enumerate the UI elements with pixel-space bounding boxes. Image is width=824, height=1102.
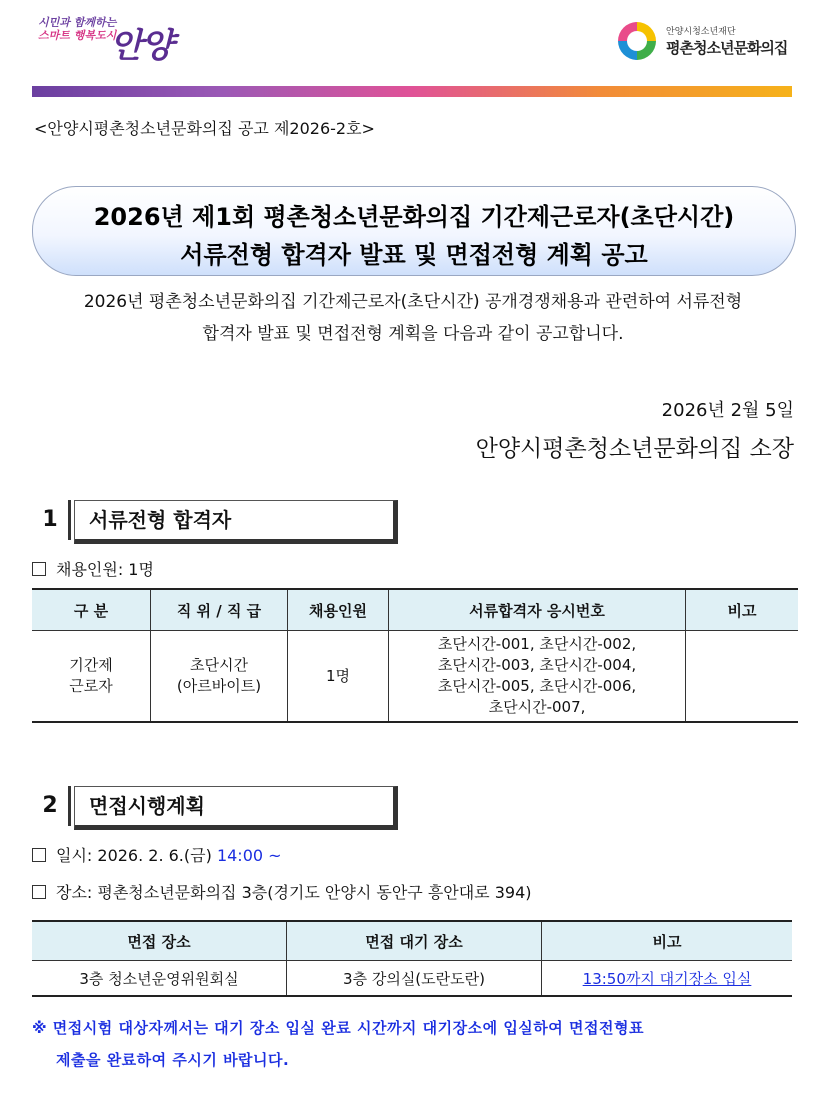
- org-parent-name: 안양시청소년재단: [666, 27, 736, 37]
- section-title: 면접시행계획: [74, 786, 398, 830]
- position-cell: 초단시간 (아르바이트): [151, 631, 288, 723]
- org-name: 평촌청소년문화의집: [666, 39, 788, 57]
- city-logo-text: 안양: [110, 26, 172, 66]
- interview-room-cell: 3층 청소년운영위원회실: [32, 961, 287, 997]
- applicant-numbers-cell: 초단시간-001, 초단시간-002, 초단시간-003, 초단시간-004, 초단시간-005, 초단시간-006, 초단시간-007,: [389, 631, 686, 723]
- category-cell: 기간제 근로자: [32, 631, 151, 723]
- table-header-row: 면접 장소 면접 대기 장소 비고: [32, 921, 792, 961]
- interview-place-item: 장소: 평촌청소년문화의집 3층(경기도 안양시 동안구 흥안대로 394): [32, 880, 532, 903]
- header-divider: [32, 86, 792, 97]
- director-signature: 안양시평촌청소년문화의집 소장: [475, 436, 794, 462]
- section-number: 2: [32, 786, 71, 826]
- intro-text: 2026년 평촌청소년문화의집 기간제근로자(초단시간) 공개경쟁채용과 관련하여 서류전형 합격자 발표 및 면접전형 계획을 다음과 같이 공고합니다.: [83, 292, 743, 344]
- table-row: [32, 961, 792, 997]
- count-cell: 1명: [288, 631, 389, 723]
- checkbox-bullet-icon: [32, 885, 46, 899]
- section-title: 서류전형 합격자: [74, 500, 398, 544]
- table-header-row: 구 분 직 위 / 직 급 채용인원 서류합격자 응시번호 비고: [32, 589, 798, 631]
- interview-table: [32, 920, 792, 997]
- table-row: [32, 631, 798, 723]
- notice-number: <안양시평촌청소년문화의집 공고 제2026-2호>: [34, 119, 375, 138]
- remark-cell: [686, 631, 799, 723]
- city-logo: [38, 14, 178, 66]
- org-logo: [618, 20, 808, 64]
- checkbox-bullet-icon: [32, 848, 46, 862]
- section-number: 1: [32, 500, 71, 540]
- section-1-header: [32, 500, 398, 546]
- title-line-1: 2026년 제1회 평촌청소년문화의집 기간제근로자(초단시간): [93, 203, 735, 231]
- checkbox-bullet-icon: [32, 562, 46, 576]
- notice-note: ※ 면접시험 대상자께서는 대기 장소 입실 완료 시간까지 대기장소에 입실하여 면접전형표 제출을 완료하여 주시기 바랍니다.: [32, 1019, 644, 1069]
- city-slogan: 시민과 함께하는 스마트 행복도시: [38, 16, 117, 42]
- title-banner: [32, 186, 796, 276]
- title-line-2: 서류전형 합격자 발표 및 면접전형 계획 공고: [180, 241, 648, 269]
- applicants-table: [32, 588, 798, 723]
- section-2-header: [32, 786, 398, 832]
- interview-date-item: 일시: 2026. 2. 6.(금) 14:00 ~: [32, 843, 282, 866]
- notice-date: 2026년 2월 5일: [661, 400, 794, 421]
- waiting-room-cell: 3층 강의실(도란도란): [287, 961, 542, 997]
- remark-cell: 13:50까지 대기장소 입실: [542, 961, 793, 997]
- headcount-item: 채용인원: 1명: [32, 557, 154, 580]
- org-emblem-icon: [618, 22, 656, 60]
